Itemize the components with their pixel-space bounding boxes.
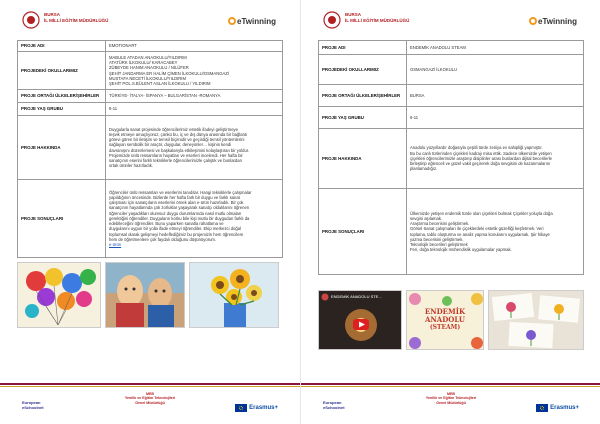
page-header (22, 10, 278, 32)
photo-faces (105, 262, 185, 328)
row-ortaklar (319, 85, 584, 107)
e-urun-link[interactable]: e-ürün (109, 241, 122, 247)
right-page (300, 0, 600, 424)
meb-logo-text: BURSA İL MİLLİ EĞİTİM MÜDÜRLÜĞÜ (345, 12, 410, 23)
label-okullar: PROJEDEKİ OKULLARIMIZ (18, 52, 106, 90)
value-proje-adi: EMOTIONART (106, 41, 283, 52)
page-header (323, 10, 579, 32)
etwinning-star-icon (227, 16, 237, 26)
etwinning-logo (528, 16, 577, 26)
eu-flag-icon (235, 404, 247, 412)
poster-title: ENDEMİK ANADOLU (STEAM) (424, 307, 466, 331)
video-title: ENDEMİK ANADOLU STE... (331, 294, 382, 299)
meb-yegitek-logo: MEB Yenilik ve Eğitim Teknolojileri Genel Müdürlüğü (124, 392, 176, 405)
photo-balloons (17, 262, 101, 328)
photo-drawings (488, 290, 584, 350)
row-okullar (319, 55, 584, 85)
project-table-endemik (318, 40, 584, 275)
page-footer (301, 378, 600, 424)
row-yas (18, 103, 283, 116)
page-footer (0, 378, 300, 424)
emotionart-photos (17, 262, 279, 328)
label-yas: PROJE YAŞ GRUBU (18, 103, 106, 116)
label-ortaklar: PROJE ORTAĞI ÜLKELER/ŞEHİRLER (319, 85, 407, 107)
value-proje-adi: ENDEMİK ANADOLU STEAM (407, 41, 584, 55)
etwinning-label: eTwinning (237, 16, 276, 26)
value-ortaklar: BURSA (407, 85, 584, 107)
video-artwork-icon (319, 291, 402, 350)
endemik-media (318, 290, 584, 350)
value-yas: 6-11 (106, 103, 283, 116)
video-thumbnail[interactable] (318, 290, 402, 350)
drawings-artwork-icon (489, 291, 584, 350)
value-ortaklar: TÜRKİYE- İTALYA- İSPANYA – BULGARİSTAN -ROMANYA (106, 90, 283, 103)
etwinning-label: eTwinning (538, 16, 577, 26)
value-hakkinda: Anadolu yüzyıllardır doğasıyla çeşitli türde zeriiya ev sahipliği yapmıştır. Bu bu canlı türlerinden çiçekleri kadrajı misa ettik. Sadece ülkemizde yetişen çiçekleri öğrencilerimizle araştırıp disiplinler arası bunlardan dijital becerilerle birleştirip eğlenceli ve güzel vakit geçirerek doğa sevgisini de kazanmalarını planlamadığız. (407, 129, 584, 189)
value-yas: 6-11 (407, 107, 584, 129)
row-proje-adi (319, 41, 584, 55)
value-okullar: MABULE ATADAN ANAOKULU/YILDIRIM ATATÜRK İLKOKULU/ KARACABEY ZÜBEYDE HANIM ANAOKULU / NİLÜFER ŞEHİT JANDARMA ER HALİM ÇİMEN İLKOKULU/OSMANGAZİ MUSTAFA NECETİ İLKOKULU/YILDIRIM ŞEHİT POL.S.BÜLENT ASLAN İLKOKULU / YILDIRIM (106, 52, 283, 90)
erasmus-logo: Erasmus+ (235, 404, 278, 412)
row-sonuclari (18, 180, 283, 258)
etwinning-star-icon (528, 16, 538, 26)
balloons-artwork-icon (18, 263, 101, 328)
label-proje-adi: PROJE ADI (319, 41, 407, 55)
row-hakkinda (18, 116, 283, 180)
etwinning-logo (227, 16, 276, 26)
row-yas (319, 107, 584, 129)
photo-sunflowers (189, 262, 279, 328)
erasmus-logo: Erasmus+ (536, 404, 579, 412)
faces-artwork-icon (106, 263, 185, 328)
sunflowers-artwork-icon (190, 263, 279, 328)
label-sonuclari: PROJE SONUÇLARI (18, 180, 106, 258)
meb-yegitek-logo: MEB Yenilik ve Eğitim Teknolojileri Genel Müdürlüğü (425, 392, 477, 405)
value-sonuclari: Öğrenciler ünlü ressamları ve eserlerini tanıdılar. Hangi tekniklerle çalışmalar yapıldığının öncesinde. Bizlerde her hafta fark bir duygu ve farklı sanat çalışması için sanatçıların eserlerini örnek alan e-ürün hazırladık. Bir çok sanatçının hayatlarında çok zorluklar yaşayarak sanatçı olduklarını öğrenen öğrenciler yaşadıkları olumsuz duygu durumlarında nasıl mutlu olmaları gerektiğini öğrendiler. Duyguların korku bile kişi mutlu bir duygudan farklı da edebileceğini öğrendiler. Bunu yaparken sanatla rahatlama ve duygularını uygun bir yolla ifade etmeyi öğrendiler. Ekip merkezci doğal toplumsal olarak gelişmeyi hedeflediğimiz bu projemizin hem öğrencilere hem de öğretmenlere çok faydalı olduğunu düşünüyorum. e-ürün (106, 180, 283, 258)
european-schoolnet-logo: European eSchoolnet (323, 400, 345, 410)
row-hakkinda (319, 129, 584, 189)
poster-endemik (406, 290, 484, 350)
row-proje-adi (18, 41, 283, 52)
label-okullar: PROJEDEKİ OKULLARIMIZ (319, 55, 407, 85)
row-okullar (18, 52, 283, 90)
label-sonuclari: PROJE SONUÇLARI (319, 189, 407, 275)
project-table-emotionart (17, 40, 283, 258)
european-schoolnet-logo: European eSchoolnet (22, 400, 44, 410)
value-hakkinda: Duygularla sanat projesinde öğrencilerimiz estetik ifadeyi geliştirmeye teşvik etmeye amaçlıyoruz, çünkü bu, iç ve dış dünya arasında bir bağlantı görevi gören bir iletişim ve temsil biçimidir ve geçirdiği temsil yöntemlerini sağlayan sembolik bir araçtır, duygular, deneyimler… kişinin kendi davranışını düzenlemesi ve başkalarıyla etkileşimini kolaylaştıran bir yoldur. Projemizde ünlü ressamların hayatları ve eserleri incelendi. Her hafta bir sanatçının eserini farklı tekniklerle öğrencilerimizle çalıştık ve bunlardan ortak ürünler hazırladık. (106, 116, 283, 180)
label-yas: PROJE YAŞ GRUBU (319, 107, 407, 129)
row-ortaklar (18, 90, 283, 103)
label-hakkinda: PROJE HAKKINDA (18, 116, 106, 180)
meb-logo-text: BURSA İL MİLLİ EĞİTİM MÜDÜRLÜĞÜ (44, 12, 109, 23)
value-sonuclari: Ülkemizde yetişen endemik türde olan çiçekleri bulmak Çiçekler yoluyla doğa sevgini aşılamak. Araştırma becerisini geliştirmek. Görsel Sanat çalışmaları ile çiçeklerdeki estetik güzelliği keşfetmek. Veri toplama, tablo oluşturma ve analiz yapma konularını uygulamak. Şiir hikaye yazma becerisini geliştirmek. Teknolojik becerileri geliştirmek Fen, doğa teknolojik mühendislik uygulamalar yapmak. (407, 189, 584, 275)
label-ortaklar: PROJE ORTAĞI ÜLKELER/ŞEHİRLER (18, 90, 106, 103)
label-proje-adi: PROJE ADI (18, 41, 106, 52)
label-hakkinda: PROJE HAKKINDA (319, 129, 407, 189)
value-okullar: OSMANGAZİ İLKOKULU (407, 55, 584, 85)
eu-flag-icon (536, 404, 548, 412)
row-sonuclari (319, 189, 584, 275)
